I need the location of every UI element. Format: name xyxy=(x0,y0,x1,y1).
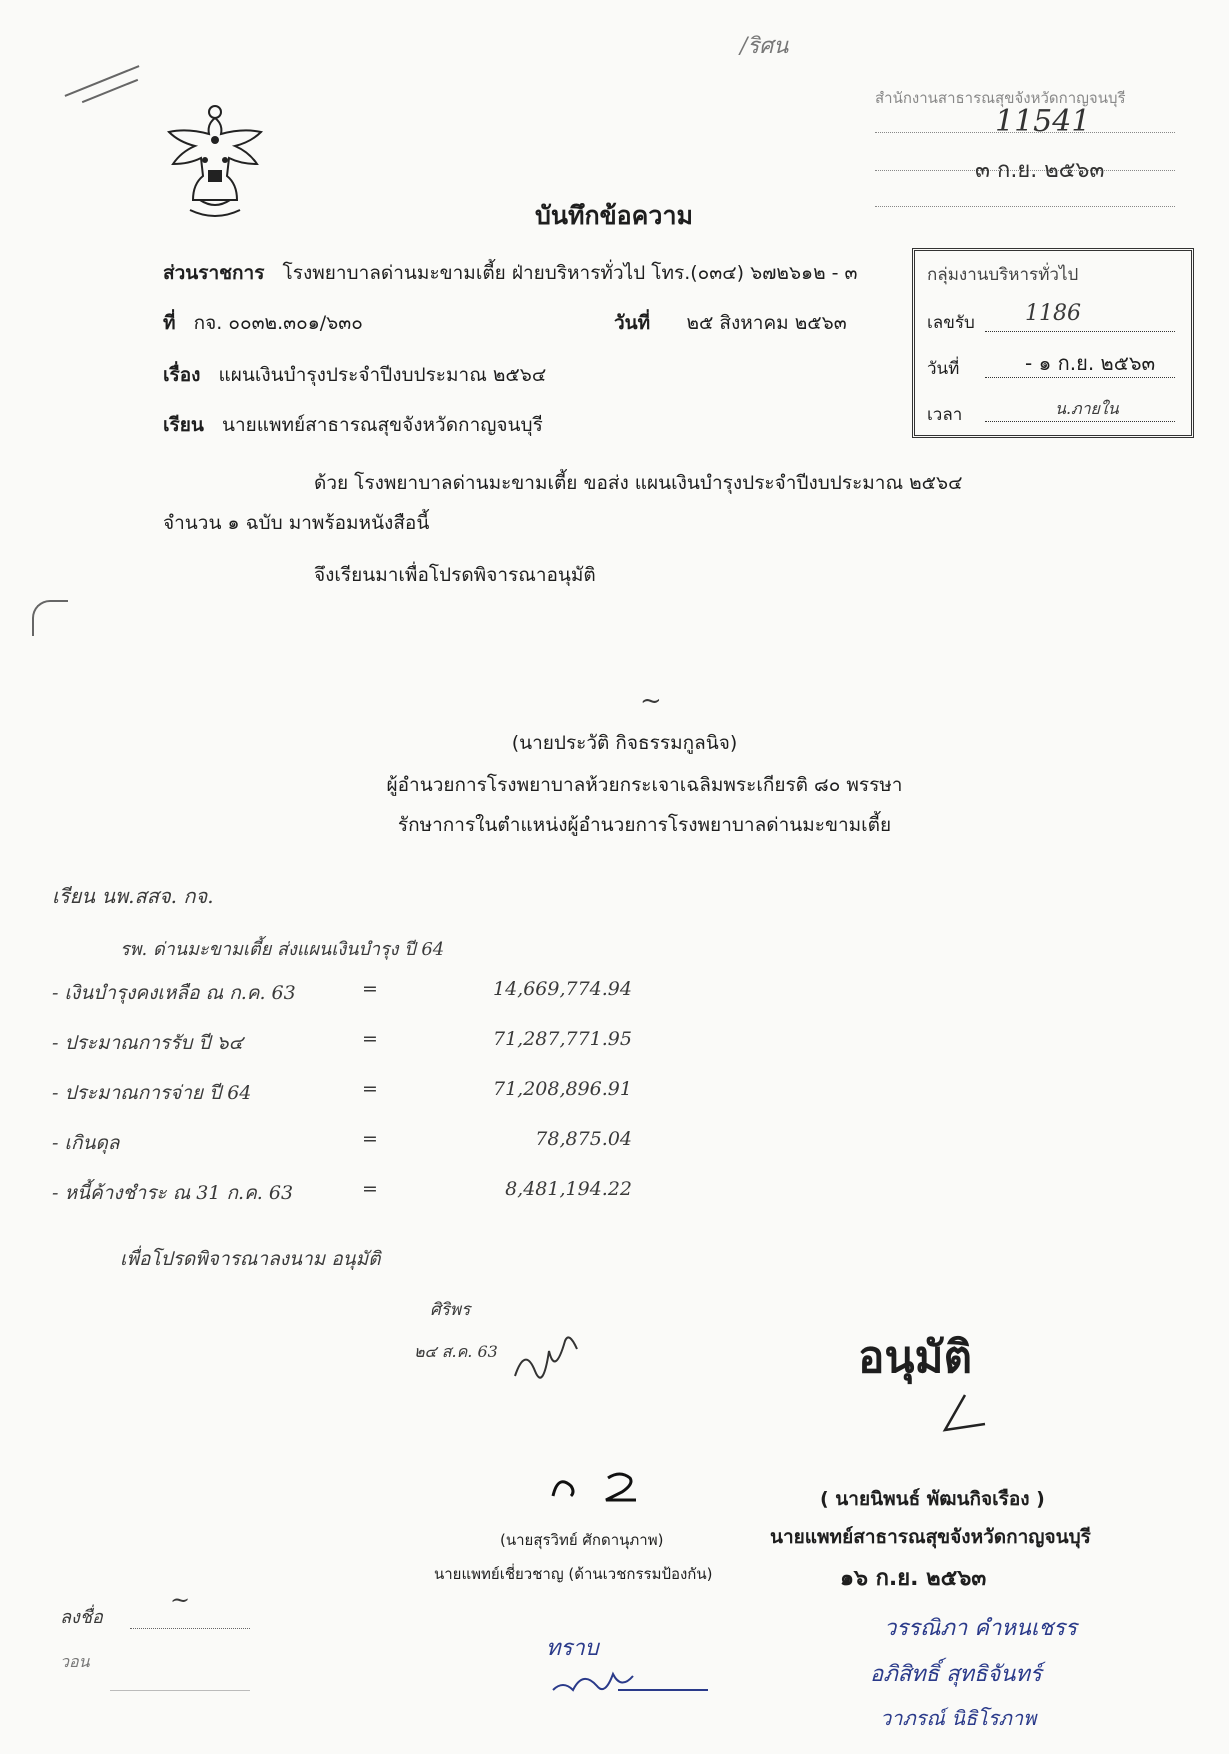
bottom-note: ทราบ xyxy=(546,1636,599,1661)
ledger-eq: = xyxy=(362,1178,378,1200)
approval-word: อนุมัติ xyxy=(858,1332,973,1383)
ledger-row xyxy=(52,978,632,1008)
signer1-position2: รักษาการในตำแหน่งผู้อำนวยการโรงพยาบาลด่านมะขามเตี้ย xyxy=(397,814,892,836)
ref-value: กจ. ๐๐๓๒.๓๐๑/๖๓๐ xyxy=(193,312,363,334)
body-line-2: จำนวน ๑ ฉบับ มาพร้อมหนังสือนี้ xyxy=(163,512,430,534)
approval-date: ๑๖ ก.ย. ๒๕๖๓ xyxy=(840,1566,987,1591)
ledger-label: - เงินบำรุงคงเหลือ ณ ก.ค. 63 xyxy=(52,982,296,1004)
signature-1: ~ xyxy=(640,686,662,716)
bottom-name-3: วาภรณ์ นิธิโรภาพ xyxy=(880,1706,1037,1730)
date-label: วันที่ xyxy=(614,312,651,334)
ledger-value: 8,481,194.22 xyxy=(505,1178,632,1200)
signer2-position: นายแพทย์เชี่ยวชาญ (ด้านเวชกรรมป้องกัน) xyxy=(434,1565,713,1583)
sign-mark: ~ xyxy=(170,1586,191,1614)
signer2-name: (นายสุรวิทย์ ศักดานุภาพ) xyxy=(500,1531,664,1549)
ref-row xyxy=(163,308,363,338)
page-title: บันทึกข้อความ xyxy=(535,201,693,230)
stamp-office: สำนักงานสาธารณสุขจังหวัดกาญจนบุรี xyxy=(875,89,1126,107)
date-value: ๒๕ สิงหาคม ๒๕๖๓ xyxy=(686,312,847,334)
ledger-value: 71,208,896.91 xyxy=(492,1078,632,1100)
ledger-label: - หนี้ค้างชำระ ณ 31 ก.ค. 63 xyxy=(52,1182,294,1204)
garuda-emblem xyxy=(160,100,270,220)
ledger-eq: = xyxy=(362,1128,378,1150)
bottom-name-1: วรรณิภา คำหนเชรร xyxy=(884,1616,1077,1641)
ledger-row xyxy=(52,1078,632,1108)
body-line-1: ด้วย โรงพยาบาลด่านมะขามเตี้ย ขอส่ง แผนเงินบำรุงประจำปีงบประมาณ ๒๕๖๔ xyxy=(314,472,963,494)
ledger-eq: = xyxy=(362,1028,378,1050)
stamp-number: 11541 xyxy=(995,104,1091,139)
sign-line xyxy=(130,1628,250,1629)
approval-position: นายแพทย์สาธารณสุขจังหวัดกาญจนบุรี xyxy=(770,1526,1091,1548)
handnote-initials-date: ๒๔ ส.ค. 63 xyxy=(414,1342,498,1361)
stamp-group: กลุ่มงานบริหารทั่วไป xyxy=(927,265,1079,285)
agency-row xyxy=(163,258,858,288)
initials-signature xyxy=(510,1336,590,1390)
group-stamp xyxy=(912,248,1194,438)
ledger-row xyxy=(52,1178,632,1208)
subject-row xyxy=(163,360,546,390)
agency-label: ส่วนราชการ xyxy=(163,262,265,284)
bottom-signature xyxy=(548,1660,718,1704)
handnote-to: เรียน นพ.สสจ. กจ. xyxy=(52,884,214,908)
corner-strokes xyxy=(82,79,138,103)
handnote-initials: ศิริพร xyxy=(430,1300,471,1320)
bottom-name-2: อภิสิทธิ์ สุทธิจันทร์ xyxy=(870,1662,1042,1687)
handnote-request: เพื่อโปรดพิจารณาลงนาม อนุมัติ xyxy=(120,1248,381,1270)
ledger-eq: = xyxy=(362,978,378,1000)
ledger-value: 78,875.04 xyxy=(535,1128,632,1150)
signer1-position1: ผู้อำนวยการโรงพยาบาลห้วยกระเจาเฉลิมพระเกียรติ ๘๐ พรรษา xyxy=(386,774,903,796)
ledger-label: - ประมาณการจ่าย ปี 64 xyxy=(52,1082,252,1104)
subject-value: แผนเงินบำรุงประจำปีงบประมาณ ๒๕๖๔ xyxy=(218,364,547,386)
ledger-label: - ประมาณการรับ ปี ๖๔ xyxy=(52,1032,243,1054)
ledger-value: 71,287,771.95 xyxy=(492,1028,632,1050)
receive-stamp xyxy=(875,78,1175,218)
approval-name: ( นายนิพนธ์ พัฒนกิจเรือง ) xyxy=(820,1488,1045,1510)
copy-label: วอน xyxy=(60,1652,90,1671)
copy-line xyxy=(110,1690,250,1691)
stamp-date-value: - ๑ ก.ย. ๒๕๖๓ xyxy=(1025,351,1156,375)
ref-label: ที่ xyxy=(163,312,176,334)
ledger xyxy=(52,978,632,1228)
handnote-intro: รพ. ด่านมะขามเตี้ย ส่งแผนเงินบำรุง ปี 64 xyxy=(120,939,445,960)
corner-note: /ริศน xyxy=(740,34,789,59)
sign-label: ลงชื่อ xyxy=(60,1607,103,1628)
date-row xyxy=(614,308,847,338)
agency-value: โรงพยาบาลด่านมะขามเตี้ย ฝ่ายบริหารทั่วไป โทร.(๐๓๔) ๖๗๒๖๑๒ - ๓ xyxy=(282,262,858,284)
stamp-date-label: วันที่ xyxy=(927,359,960,379)
to-row xyxy=(163,410,543,440)
ledger-row xyxy=(52,1028,632,1058)
stamp-reg-label: เลขรับ xyxy=(927,313,975,333)
stamp-time-label: เวลา xyxy=(927,405,963,425)
signer2-signature xyxy=(548,1466,658,1510)
ledger-eq: = xyxy=(362,1078,378,1100)
to-value: นายแพทย์สาธารณสุขจังหวัดกาญจนบุรี xyxy=(221,414,543,436)
to-label: เรียน xyxy=(163,414,204,436)
ledger-row xyxy=(52,1128,632,1158)
approval-signature xyxy=(930,1390,990,1444)
closing-line: จึงเรียนมาเพื่อโปรดพิจารณาอนุมัติ xyxy=(314,564,596,586)
margin-mark xyxy=(32,600,68,636)
stamp-reg-value: 1186 xyxy=(1025,301,1081,326)
ledger-label: - เกินดุล xyxy=(52,1132,120,1154)
subject-label: เรื่อง xyxy=(163,364,201,386)
stamp-time-value: น.ภายใน xyxy=(1055,399,1119,418)
signer1-name: (นายประวัติ กิจธรรมกูลนิจ) xyxy=(511,732,738,754)
stamp-date: ๓ ก.ย. ๒๕๖๓ xyxy=(975,158,1105,183)
ledger-value: 14,669,774.94 xyxy=(492,978,632,1000)
